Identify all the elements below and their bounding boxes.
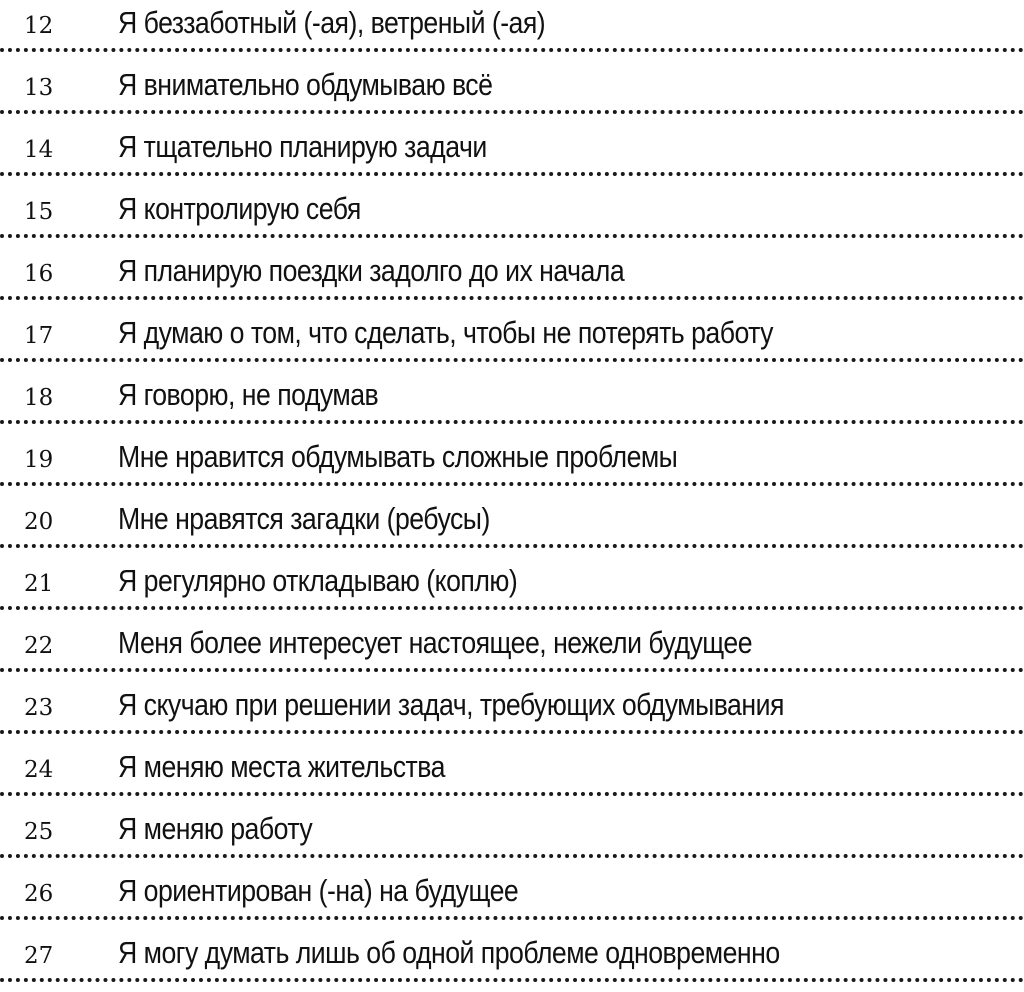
item-number: 19 [24, 447, 54, 473]
item-number: 20 [24, 509, 54, 535]
item-number: 27 [24, 943, 54, 969]
list-item [0, 176, 1024, 238]
item-number: 22 [24, 633, 54, 659]
list-item [0, 920, 1024, 982]
item-text: Я планирую поездки задолго до их начала [118, 253, 625, 288]
item-text: Я думаю о том, что сделать, чтобы не потерять работу [118, 315, 773, 350]
item-text: Я внимательно обдумываю всё [118, 67, 493, 102]
list-item [0, 858, 1024, 920]
list-item [0, 362, 1024, 424]
list-item [0, 52, 1024, 114]
item-number: 15 [24, 199, 54, 225]
item-text: Я меняю места жительства [118, 749, 445, 784]
item-number: 24 [24, 757, 54, 783]
list-item [0, 486, 1024, 548]
item-text: Я ориентирован (-на) на будущее [118, 873, 519, 908]
item-text: Я регулярно откладываю (коплю) [118, 563, 518, 598]
item-text: Я могу думать лишь об одной проблеме одновременно [118, 935, 780, 970]
item-number: 12 [24, 13, 54, 39]
list-item [0, 424, 1024, 486]
item-number: 23 [24, 695, 54, 721]
list-item [0, 238, 1024, 300]
item-text: Я тщательно планирую задачи [118, 129, 487, 164]
item-number: 18 [24, 385, 54, 411]
list-item [0, 796, 1024, 858]
item-text: Я скучаю при решении задач, требующих обдумывания [118, 687, 784, 722]
list-item [0, 734, 1024, 796]
item-text: Мне нравится обдумывать сложные проблемы [118, 439, 678, 474]
item-text: Я говорю, не подумав [118, 377, 379, 412]
list-item [0, 610, 1024, 672]
list-item [0, 672, 1024, 734]
list-item [0, 548, 1024, 610]
item-number: 26 [24, 881, 54, 907]
item-number: 17 [24, 323, 54, 349]
item-number: 14 [24, 137, 54, 163]
item-number: 21 [24, 571, 54, 597]
list-item [0, 0, 1024, 52]
item-text: Я меняю работу [118, 811, 313, 846]
list-item [0, 114, 1024, 176]
item-number: 25 [24, 819, 54, 845]
item-number: 16 [24, 261, 54, 287]
item-number: 13 [24, 75, 54, 101]
item-text: Я беззаботный (-ая), ветреный (-ая) [118, 5, 546, 40]
item-text: Меня более интересует настоящее, нежели будущее [118, 625, 753, 660]
item-text: Мне нравятся загадки (ребусы) [118, 501, 490, 536]
list-item [0, 300, 1024, 362]
item-text: Я контролирую себя [118, 191, 361, 226]
